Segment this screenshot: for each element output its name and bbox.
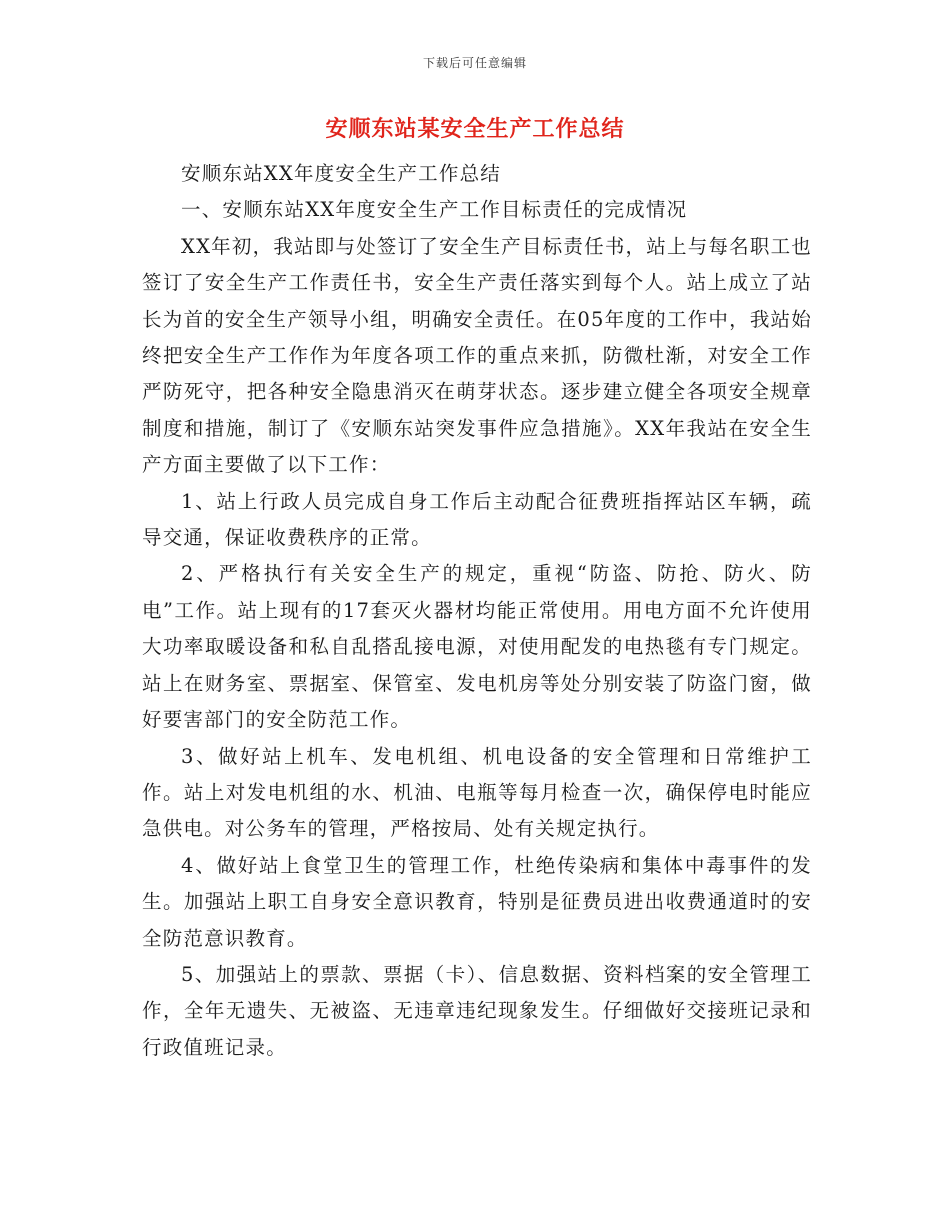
paragraph-item-5: 5、加强站上的票款、票据（卡）、信息数据、资料档案的安全管理工作，全年无遗失、无被盗、无违章违纪现象发生。仔细做好交接班记录和行政值班记录。 [142,962,812,1059]
paragraph-section-heading: 一、安顺东站XX年度安全生产工作目标责任的完成情况 [181,198,688,222]
paragraph-overview: XX年初，我站即与处签订了安全生产目标责任书，站上与每名职工也签订了安全生产工作责任书，安全生产责任落实到每个人。站上成立了站长为首的安全生产领导小组，明确安全责任。在05年度的工作中，我站始终把安全生产工作作为年度各项工作的重点来抓，防微杜渐，对安全工作严防死守，把各种安全隐患消灭在萌芽状态。逐步建立健全各项安全规章制度和措施，制订了《安顺东站突发事件应急措施》。XX年我站在安全生产方面主要做了以下工作： [142,234,812,477]
paragraph-subtitle: 安顺东站XX年度安全生产工作总结 [181,162,501,185]
header-note: 下载后可任意编辑 [422,56,527,70]
paragraph-item-2: 2、严格执行有关安全生产的规定，重视“防盗、防抢、防火、防电”工作。站上现有的17套灭火器材均能正常使用。用电方面不允许使用大功率取暖设备和私自乱搭乱接电源，对使用配发的电热毯有专门规定。站上在财务室、票据室、保管室、发电机房等处分别安装了防盗门窗，做好要害部门的安全防范工作。 [142,562,812,732]
paragraph-item-1: 1、站上行政人员完成自身工作后主动配合征费班指挥站区车辆，疏导交通，保证收费秩序的正常。 [142,489,812,550]
document-body [142,156,812,1066]
paragraph-item-3: 3、做好站上机车、发电机组、机电设备的安全管理和日常维护工作。站上对发电机组的水、机油、电瓶等每月检查一次，确保停电时能应急供电。对公务车的管理，严格按局、处有关规定执行。 [142,744,812,841]
paragraph-item-4: 4、做好站上食堂卫生的管理工作，杜绝传染病和集体中毒事件的发生。加强站上职工自身安全意识教育，特别是征费员进出收费通道时的安全防范意识教育。 [142,853,812,950]
document-title: 安顺东站某安全生产工作总结 [325,116,625,142]
